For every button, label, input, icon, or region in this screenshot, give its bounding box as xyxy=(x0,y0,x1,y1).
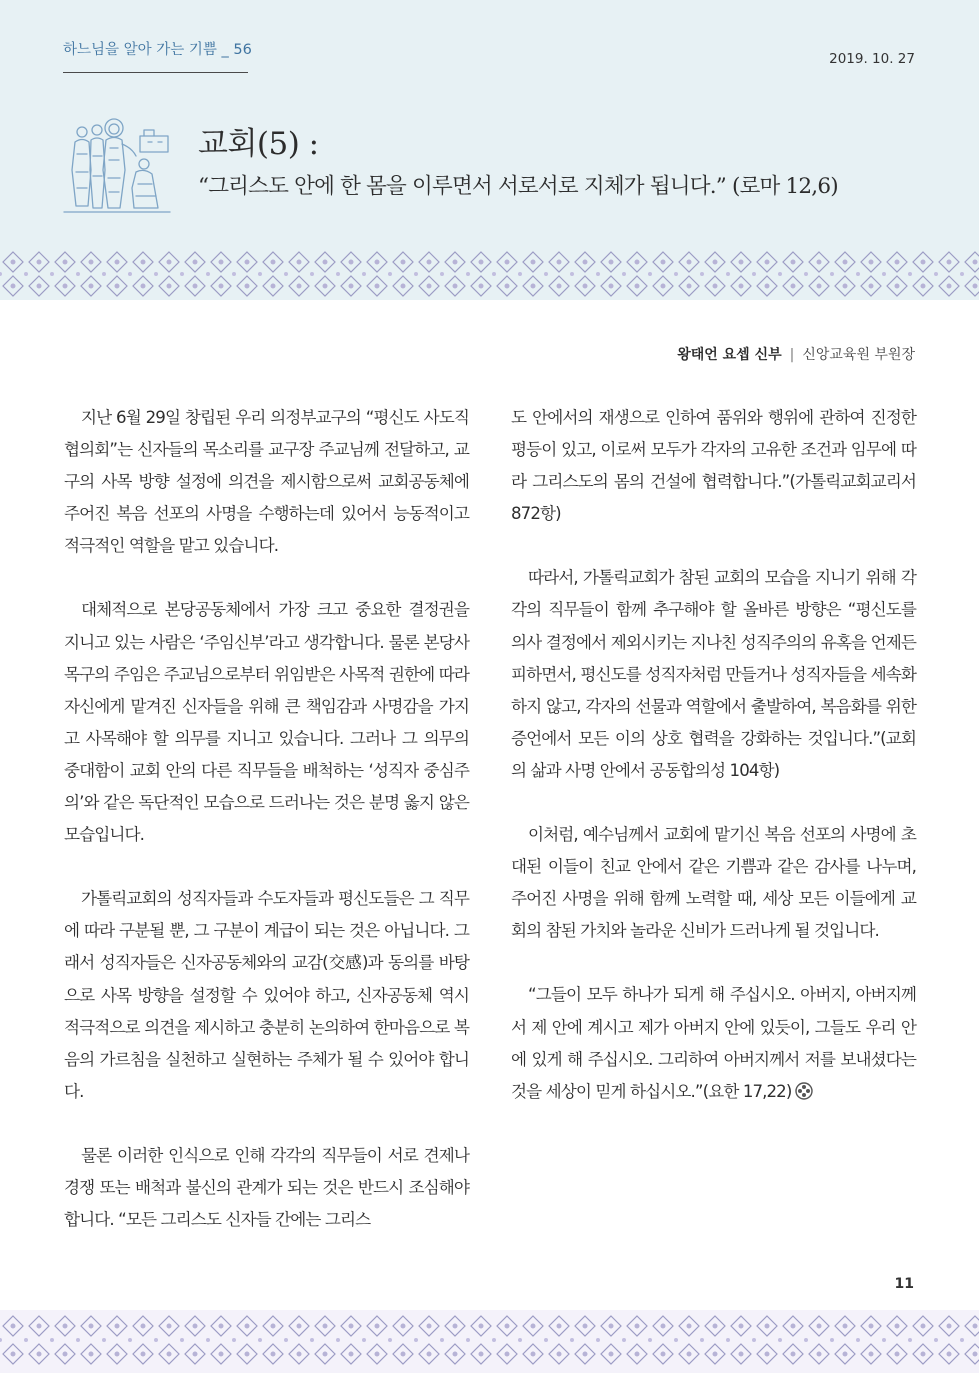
byline xyxy=(677,344,915,364)
byline-separator: | xyxy=(789,347,795,363)
series-title: 하느님을 알아 가는 기쁨 _ 56 xyxy=(63,42,252,58)
page-subtitle: “그리스도 안에 한 몸을 이루면서 서로서로 지체가 됩니다.” (로마 12,6) xyxy=(198,174,838,199)
closing-quote-text: “그들이 모두 하나가 되게 해 주십시오. 아버지, 아버지께서 제 안에 계시고 제가 아버지 안에 있듯이, 그들도 우리 안에 있게 해 주십시오. 그리하여 아버지께서 저를 보내셨다는 것을 세상이 믿게 하십시오.”(요한 17,22) xyxy=(511,985,916,1101)
paragraph: 지난 6월 29일 창립된 우리 의정부교구의 “평신도 사도직협의회”는 신자들의 목소리를 교구장 주교님께 전달하고, 교구의 사목 방향 설정에 의견을 제시함으로써 교회공동체에 주어진 복음 선포의 사명을 수행하는데 있어서 능동적이고 적극적인 역할을 맡고 있습니다. xyxy=(64,408,469,556)
lace-border-icon xyxy=(0,248,979,300)
paragraph: 따라서, 가톨릭교회가 참된 교회의 모습을 지니기 위해 각각의 직무들이 함께 추구해야 할 올바른 방향은 “평신도를 의사 결정에서 제외시키는 지나친 성직주의의 유혹을 언제든 피하면서, 평신도를 성직자처럼 만들거나 성직자들을 세속화하지 않고, 각자의 선물과 역할에서 출발하여, 복음화를 위한 증언에서 모든 이의 상호 협력을 강화하는 것입니다.”(교회의 삶과 사명 안에서 공동합의성 104항) xyxy=(511,568,916,780)
paragraph: 대체적으로 본당공동체에서 가장 크고 중요한 결정권을 지니고 있는 사람은 ‘주임신부’라고 생각합니다. 물론 본당사목구의 주임은 주교님으로부터 위임받은 사목적 권한에 따라 자신에게 맡겨진 신자들을 위해 큰 책임감과 사명감을 가지고 사목해야 할 의무를 지니고 있습니다. 그러나 그 의무의 중대함이 교회 안의 다른 직무들을 배척하는 ‘성직자 중심주의’와 같은 독단적인 모습으로 드러나는 것은 분명 옳지 않은 모습입니다. xyxy=(64,600,469,845)
page-title: 교회(5) : xyxy=(198,126,319,162)
paragraph: 가톨릭교회의 성직자들과 수도자들과 평신도들은 그 직무에 따라 구분될 뿐, 그 구분이 계급이 되는 것은 아닙니다. 그래서 성직자들은 신자공동체와의 교감(交感)과 동의를 바탕으로 사목 방향을 설정할 수 있어야 하고, 신자공동체 역시 적극적으로 의견을 제시하고 충분히 논의하여 한마음으로 복음의 가르침을 실천하고 실현하는 주체가 될 수 있어야 합니다. xyxy=(64,889,469,1101)
page-number: 11 xyxy=(894,1276,914,1292)
paragraph: 물론 이러한 인식으로 인해 각각의 직무들이 서로 견제나 경쟁 또는 배척과 불신의 관계가 되는 것은 반드시 조심해야 합니다. “모든 그리스도 신자들 간에는 그리스 xyxy=(64,1145,469,1230)
christ-disciples-illustration-icon xyxy=(62,108,172,216)
paragraph: 이처럼, 예수님께서 교회에 맡기신 복음 선포의 사명에 초대된 이들이 친교 안에서 같은 기쁨과 같은 감사를 나누며, 주어진 사명을 위해 함께 노력할 때, 세상 모든 이들에게 교회의 참된 가치와 놀라운 신비가 드러나게 될 것입니다. xyxy=(511,825,916,941)
issue-date: 2019. 10. 27 xyxy=(829,51,915,67)
article-column-left xyxy=(64,402,469,1268)
author-name: 왕태언 요셉 신부 xyxy=(677,347,782,363)
article-column-right xyxy=(511,402,916,1140)
lace-border-icon xyxy=(0,1310,979,1373)
series-underline xyxy=(63,72,248,73)
author-role: 신앙교육원 부원장 xyxy=(802,347,915,363)
paragraph xyxy=(511,979,916,1107)
end-mark-icon xyxy=(795,1082,813,1100)
paragraph-continuation: 도 안에서의 재생으로 인하여 품위와 행위에 관하여 진정한 평등이 있고, 이로써 모두가 각자의 고유한 조건과 임무에 따라 그리스도의 몸의 건설에 협력합니다.”(가톨릭교회교리서 872항) xyxy=(511,408,916,524)
